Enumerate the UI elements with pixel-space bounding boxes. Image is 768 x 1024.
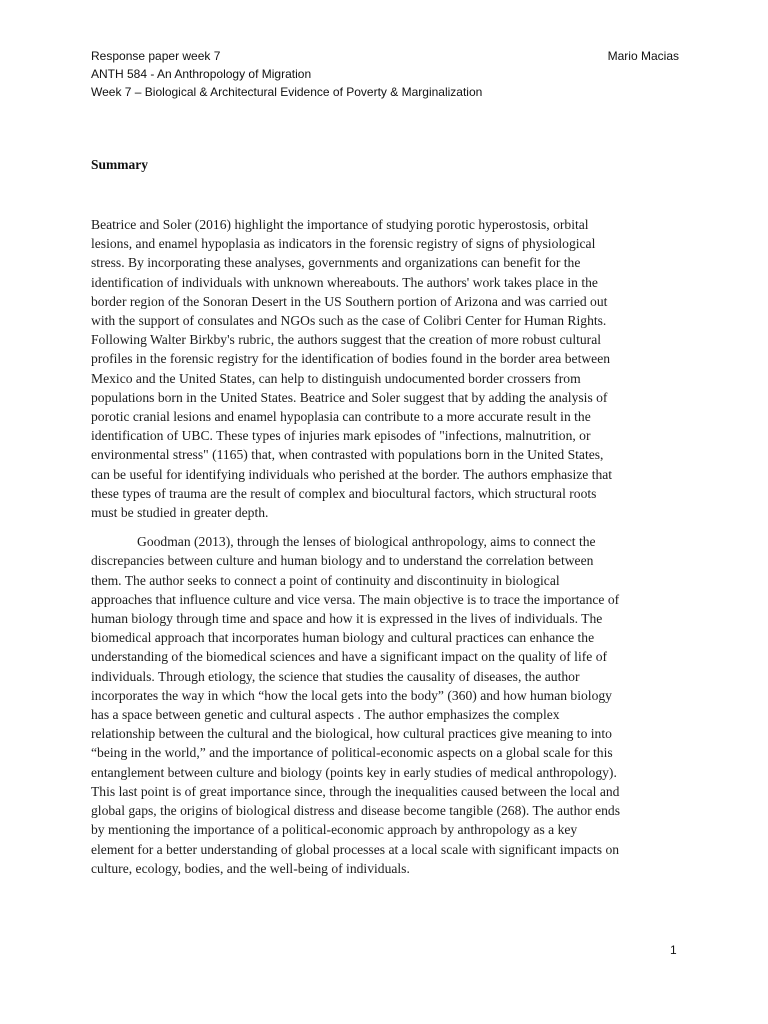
paragraph-2: Goodman (2013), through the lenses of biological anthropology, aims to connect the discrepancies between culture and human biology and to understand the correlation between them. The author seeks to connect a point of continuity and discontinuity in biological approaches that influence culture and vice versa. The main objective is to trace the importance of human biology through time and space and how it is expressed in the lives of individuals. The biomedical approach that incorporates human biology and cultural practices can enhance the understanding of the biomedical sciences and have a significant impact on the quality of life of individuals. Through etiology, the science that studies the causality of diseases, the author incorporates the way in which “how the local gets into the body” (360) and how human biology has a space between genetic and cultural aspects . The author emphasizes the complex relationship between the cultural and the biological, how cultural practices give meaning to into “being in the world,” and the importance of political-economic aspects on a global scale for this entanglement between culture and biology (points key in early studies of medical anthropology). This last point is of great importance since, through the inequalities caused between the local and global gaps, the origins of biological distress and disease become tangible (268). The author ends by mentioning the importance of a political-economic approach by anthropology as a key element for a better understanding of global processes at a local scale with significant impacts on culture, ecology, bodies, and the well-being of individuals. <box>91 534 621 876</box>
header-row <box>91 47 679 65</box>
author-name: Mario Macias <box>607 49 679 63</box>
course-name: ANTH 584 - An Anthropology of Migration <box>91 67 312 81</box>
paper-title: Response paper week 7 <box>91 49 221 63</box>
section-heading: Summary <box>91 157 148 172</box>
week-topic: Week 7 – Biological & Architectural Evidence of Poverty & Marginalization <box>91 85 483 99</box>
document-body <box>91 215 679 878</box>
paragraph-1: Beatrice and Soler (2016) highlight the importance of studying porotic hyperostosis, orbital lesions, and enamel hypoplasia as indicators in the forensic registry of signs of physiological stress. By incorporating these analyses, governments and organizations can benefit for the identification of individuals with unknown whereabouts. The authors' work takes place in the border region of the Sonoran Desert in the US Southern portion of Arizona and was carried out with the support of consulates and NGOs such as the case of Colibri Center for Human Rights. Following Walter Birkby's rubric, the authors suggest that the creation of more robust cultural profiles in the forensic registry for the identification of bodies found in the border area between Mexico and the United States, can help to distinguish undocumented border crossers from populations born in the United States. Beatrice and Soler suggest that by adding the analysis of porotic cranial lesions and enamel hypoplasia can contribute to a more accurate result in the identification of UBC. These types of injuries mark episodes of "infections, malnutrition, or environmental stress" (1165) that, when contrasted with populations born in the United States, can be useful for identifying individuals who perished at the border. The authors emphasize that these types of trauma are the result of complex and biocultural factors, which structural roots must be studied in greater depth. <box>91 217 613 521</box>
document-header <box>91 47 679 101</box>
page-number: 1 <box>670 943 677 957</box>
